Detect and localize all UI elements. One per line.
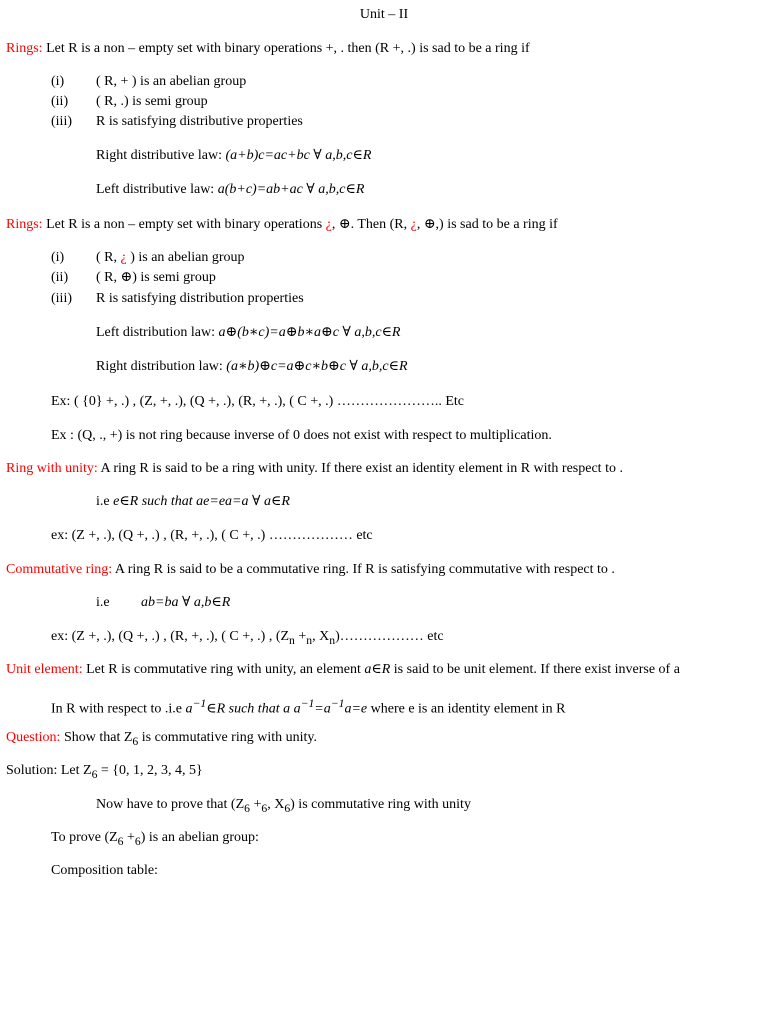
rings-heading-1: Rings: [6,41,43,56]
item-text: R is satisfying distributive properties [96,114,303,129]
inverse-formula: ∈R such that a a [206,701,301,717]
right-distributive-law [96,147,371,165]
superscript: −1 [330,697,345,710]
right-distribution-law [96,358,408,376]
rings2-item-3 [51,290,304,308]
question-text: Show that Z [60,730,133,745]
commutative-ring-heading: Commutative ring: [6,562,113,577]
left-distribution-law [96,324,400,342]
inverse-formula: a [185,701,193,717]
subscript: n [289,633,295,647]
example-text: + [294,629,307,644]
item-text: ( R, ⊕) is semi group [96,270,216,285]
subscript: 6 [117,834,124,848]
unknown-symbol: ¿ [120,250,127,265]
rings1-item-3 [51,113,303,131]
rings-text-2a: Let R is a non – empty set with binary operations [42,217,326,232]
example-not-ring: Ex : (Q, ., +) is not ring because inverse of 0 does not exist with respect to multiplication. [51,428,552,443]
subscript: 6 [284,801,291,815]
example-text: ex: (Z +, .), (Q +, .) , (R, +, .), ( C +, .) , (Z [51,629,290,644]
unknown-symbol: ¿ [325,217,332,232]
ring-with-unity-text: A ring R is said to be a ring with unity. If there exist an identity element in R with respect to . [97,461,623,476]
law-label: Right distribution law: [96,359,227,374]
solution-text: Solution: Let Z [6,763,92,778]
unit-element-definition [6,661,680,679]
example-rings: Ex: ( {0} +, .) , (Z, +, .), (Q +, .), (R, +, .), ( C +, .) ………………….. Etc [51,394,464,409]
item-text: ) is an abelian group [126,250,245,265]
unit-element-text: In R with respect to .i.e [51,701,186,717]
ie-label: i.e [96,494,114,509]
item-text: ( R, [96,250,121,265]
item-text: ( R, + ) is an abelian group [96,74,247,89]
rings-text-2c: , ⊕,) is sad to be a ring if [416,217,558,232]
solution [6,762,203,784]
solution-text: Now have to prove that (Z [96,797,245,812]
ring-with-unity-heading: Ring with unity: [6,461,98,476]
commutative-example [51,628,444,650]
left-distributive-law [96,181,364,199]
law-label: Right distributive law: [96,148,226,163]
page-title: Unit – II [359,7,409,22]
unity-formula: e∈R such that ae=ea=a ∀ a∈R [113,494,290,509]
rings-text-2b: , ⊕. Then (R, [331,217,411,232]
rings2-item-2 [51,269,216,287]
subscript: 6 [132,734,139,748]
superscript: −1 [192,697,207,710]
ie-label: i.e [96,595,110,610]
law-formula: a⊕(b∗c)=a⊕b∗a⊕c ∀ a,b,c∈R [218,325,401,340]
commutative-ring-text: A ring R is said to be a commutative ring. If R is satisfying commutative with respect to . [112,562,615,577]
rings1-item-1 [51,73,246,91]
item-number: (ii) [51,94,69,109]
question [6,729,317,751]
solution-text: ) is an abelian group: [140,830,259,845]
rings2-item-1 [51,249,245,267]
subscript: 6 [91,767,98,781]
commutative-ring-definition [6,561,615,579]
superscript: −1 [300,697,315,710]
item-number: (ii) [51,270,69,285]
subscript: n [329,633,336,647]
unknown-symbol: ¿ [410,217,417,232]
item-number: (i) [51,74,65,89]
law-formula: a(b+c)=ab+ac ∀ a,b,c∈R [217,182,365,197]
subscript: 6 [244,801,250,815]
unit-element-text: where e is an identity element in R [367,701,566,717]
solution-text: + [123,830,135,845]
rings-definition-2 [6,216,558,234]
question-text: is commutative ring with unity. [138,730,317,745]
solution-text: , X [267,797,285,812]
ring-with-unity-definition [6,460,623,478]
subscript: 6 [261,801,268,815]
rings1-item-2 [51,93,208,111]
solution-text: + [249,797,262,812]
subscript: 6 [134,834,141,848]
law-label: Left distributive law: [96,182,218,197]
abelian-group-heading [51,829,259,851]
unit-element-line-2 [51,695,565,719]
unit-element-formula: a∈R [364,662,391,677]
unity-example: ex: (Z +, .), (Q +, .) , (R, +, .), ( C +, .) ……………… etc [51,528,373,543]
unity-formula-line [96,493,290,511]
solution-text: ) is commutative ring with unity [290,797,471,812]
solution-text: To prove (Z [51,830,118,845]
inverse-formula: =a [314,701,331,717]
composition-table-label: Composition table: [51,863,158,878]
unit-element-text: Let R is commutative ring with unity, an element [82,662,365,677]
law-label: Left distribution law: [96,325,219,340]
unit-element-text: is said to be unit element. If there exist inverse of a [390,662,680,677]
item-text: ( R, .) is semi group [96,94,208,109]
subscript: n [306,633,313,647]
item-number: (iii) [51,291,72,306]
example-text: , X [312,629,330,644]
solution-prove-statement [96,796,471,818]
rings-text-1: Let R is a non – empty set with binary operations +, . then (R +, .) is sad to be a ring if [42,41,530,56]
item-text: R is satisfying distribution properties [96,291,304,306]
law-formula: (a∗b)⊕c=a⊕c∗b⊕c ∀ a,b,c∈R [226,359,408,374]
item-number: (i) [51,250,65,265]
item-number: (iii) [51,114,72,129]
inverse-formula: a=e [344,701,368,717]
rings-definition-1 [6,40,530,58]
solution-text: = {0, 1, 2, 3, 4, 5} [97,763,203,778]
commutative-formula: ab=ba ∀ a,b∈R [141,595,231,610]
question-heading: Question: [6,730,61,745]
example-text: )……………… etc [335,629,444,644]
rings-heading-2: Rings: [6,217,43,232]
commutative-formula-line [96,594,230,612]
unit-element-heading: Unit element: [6,662,83,677]
law-formula: (a+b)c=ac+bc ∀ a,b,c∈R [225,148,372,163]
